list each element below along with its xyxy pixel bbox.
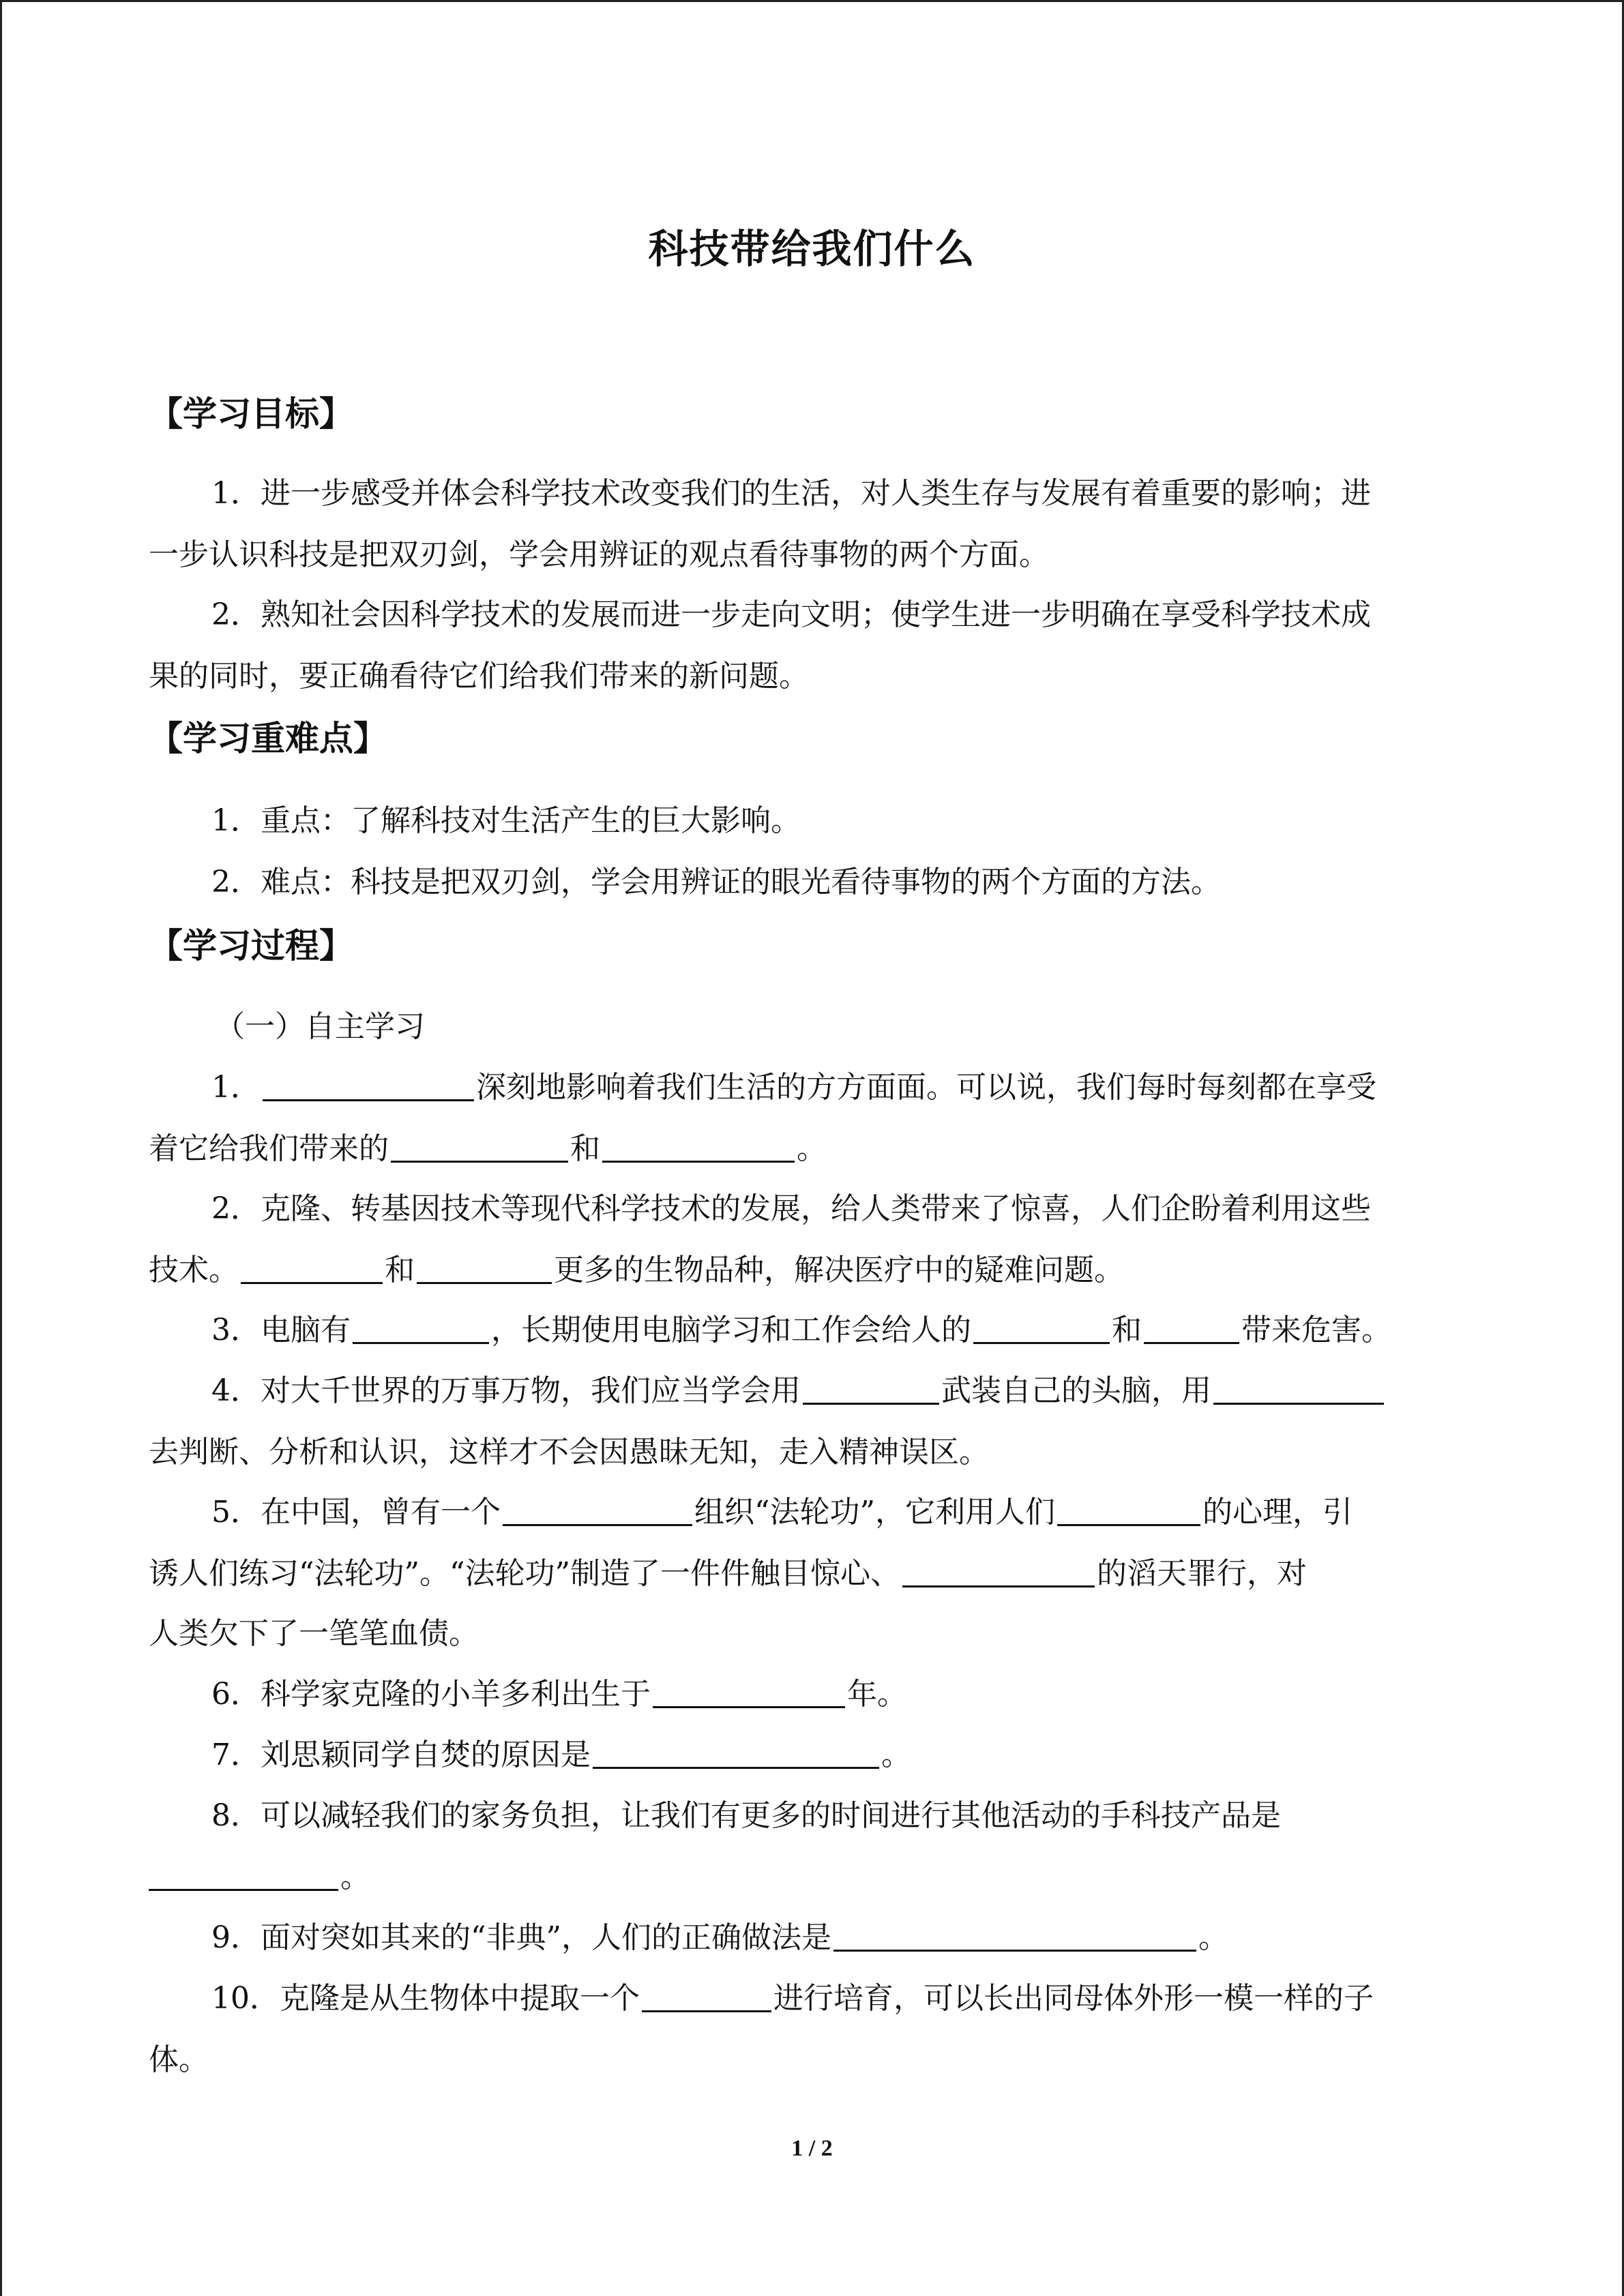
answer-blank[interactable] xyxy=(803,1373,939,1405)
question-4-line-2: 去判断、分析和认识，这样才不会因愚昧无知，走入精神误区。 xyxy=(149,1435,989,1470)
question-text: 6．科学家克隆的小羊多利出生于 xyxy=(211,1677,651,1712)
question-1-line-1 xyxy=(211,1067,1376,1109)
question-2-line-1: 2．克隆、转基因技术等现代科学技术的发展，给人类带来了惊喜，人们企盼着利用这些 xyxy=(211,1191,1371,1226)
section-heading-process: 【学习过程】 xyxy=(149,926,353,966)
question-5-line-3: 人类欠下了一笔笔血债。 xyxy=(149,1616,479,1651)
answer-blank[interactable] xyxy=(1057,1494,1200,1526)
question-text: 武装自己的头脑，用 xyxy=(941,1373,1211,1408)
answer-blank[interactable] xyxy=(642,1980,771,2012)
question-6 xyxy=(211,1673,907,1716)
question-7 xyxy=(211,1734,911,1776)
answer-blank[interactable] xyxy=(417,1252,552,1284)
question-text: 更多的生物品种，解决医疗中的疑难问题。 xyxy=(554,1253,1124,1287)
question-text: 。 xyxy=(881,1738,911,1772)
page-title: 科技带给我们什么 xyxy=(648,226,976,272)
question-text: 诱人们练习“法轮功”。“法轮功”制造了一件件触目惊心、 xyxy=(149,1556,900,1591)
answer-blank[interactable] xyxy=(353,1312,489,1344)
question-text: 5．在中国，曾有一个 xyxy=(211,1495,501,1530)
question-text: 3．电脑有 xyxy=(211,1313,351,1347)
question-text: 的滔天罪行，对 xyxy=(1096,1556,1307,1591)
question-5-line-1 xyxy=(211,1491,1353,1534)
key-point-2: 2．难点：科技是把双刃剑，学会用辨证的眼光看待事物的两个方面的方法。 xyxy=(211,865,1221,899)
question-text: 和 xyxy=(385,1253,415,1287)
question-number: 1． xyxy=(211,1070,261,1105)
answer-blank[interactable] xyxy=(653,1676,845,1708)
answer-blank[interactable] xyxy=(241,1252,383,1284)
section-heading-objectives: 【学习目标】 xyxy=(149,394,353,434)
question-text: 和 xyxy=(570,1131,600,1166)
question-3 xyxy=(211,1309,1391,1352)
question-8-line-1: 8．可以减轻我们的家务负担，让我们有更多的时间进行其他活动的手科技产品是 xyxy=(211,1798,1281,1833)
answer-blank[interactable] xyxy=(973,1312,1110,1344)
subsection-self-study: （一）自主学习 xyxy=(215,1009,425,1044)
question-10-line-1 xyxy=(211,1978,1374,2020)
objective-2-line-1: 2．熟知社会因科学技术的发展而进一步走向文明；使学生进一步明确在享受科学技术成 xyxy=(211,597,1371,632)
objective-1-line-2: 一步认识科技是把双刃剑，学会用辨证的观点看待事物的两个方面。 xyxy=(149,537,1049,572)
answer-blank[interactable] xyxy=(1213,1373,1384,1405)
answer-blank[interactable] xyxy=(149,1859,338,1891)
question-text: ，长期使用电脑学习和工作会给人的 xyxy=(491,1313,971,1347)
answer-blank[interactable] xyxy=(602,1131,795,1163)
answer-blank[interactable] xyxy=(263,1069,474,1101)
question-10-line-2: 体。 xyxy=(149,2042,209,2077)
question-text: 7．刘思颖同学自焚的原因是 xyxy=(211,1738,591,1772)
question-text: 。 xyxy=(340,1860,370,1894)
question-text: 组织“法轮功”，它利用人们 xyxy=(694,1495,1055,1530)
question-4-line-1 xyxy=(211,1370,1386,1412)
question-9 xyxy=(211,1917,1228,1959)
question-text: 技术。 xyxy=(149,1253,239,1287)
question-text: 进行培育，可以长出同母体外形一模一样的子 xyxy=(773,1981,1374,2016)
question-5-line-2 xyxy=(149,1553,1307,1595)
question-text: 带来危害。 xyxy=(1241,1313,1391,1347)
question-text: 年。 xyxy=(847,1677,907,1712)
question-text: 9．面对突如其来的“非典”，人们的正确做法是 xyxy=(211,1920,831,1955)
answer-blank[interactable] xyxy=(902,1555,1095,1587)
question-text: 。 xyxy=(797,1131,827,1166)
answer-blank[interactable] xyxy=(833,1920,1196,1952)
objective-2-line-2: 果的同时，要正确看待它们给我们带来的新问题。 xyxy=(149,659,809,694)
question-8-line-2 xyxy=(149,1856,370,1898)
answer-blank[interactable] xyxy=(593,1737,879,1769)
question-text: 10．克隆是从生物体中提取一个 xyxy=(211,1981,640,2016)
question-1-line-2 xyxy=(149,1128,827,1170)
key-point-1: 1．重点：了解科技对生活产生的巨大影响。 xyxy=(211,803,801,838)
question-text: 和 xyxy=(1112,1313,1142,1347)
objective-1-line-1: 1．进一步感受并体会科学技术改变我们的生活，对人类生存与发展有着重要的影响；进 xyxy=(211,476,1371,511)
question-text: 着它给我们带来的 xyxy=(149,1131,389,1166)
answer-blank[interactable] xyxy=(1144,1312,1239,1344)
question-text: 的心理，引 xyxy=(1202,1495,1353,1530)
answer-blank[interactable] xyxy=(391,1131,568,1163)
question-2-line-2 xyxy=(149,1249,1124,1292)
page-number: 1 / 2 xyxy=(791,2136,833,2161)
section-heading-key-points: 【学习重难点】 xyxy=(149,719,387,758)
answer-blank[interactable] xyxy=(503,1494,692,1526)
question-text: 深刻地影响着我们生活的方方面面。可以说，我们每时每刻都在享受 xyxy=(476,1070,1376,1105)
question-text: 。 xyxy=(1198,1920,1228,1955)
question-text: 4．对大千世界的万事万物，我们应当学会用 xyxy=(211,1373,801,1408)
